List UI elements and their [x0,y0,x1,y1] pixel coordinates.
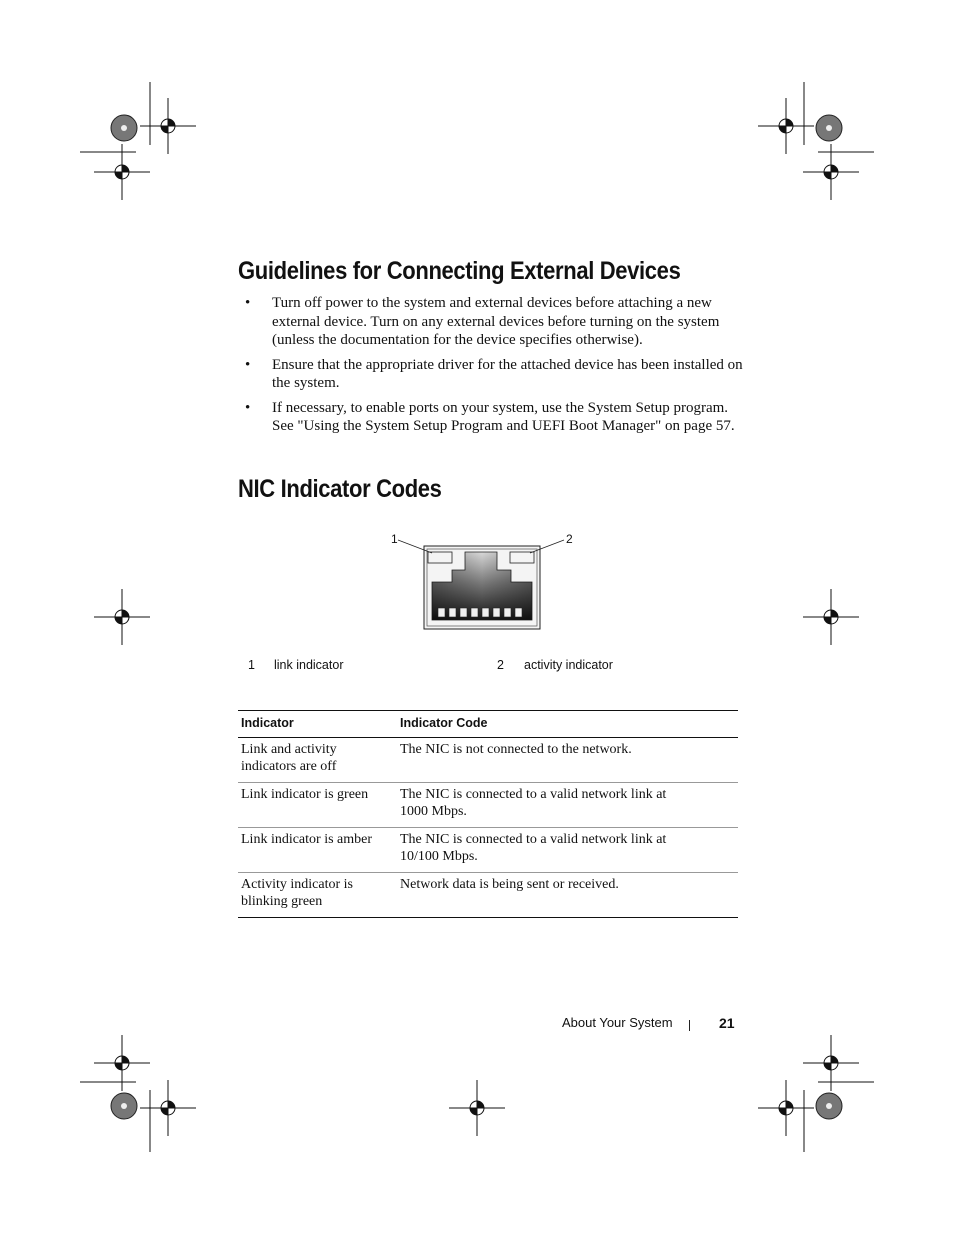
legend-number: 1 [248,658,255,672]
table-cell: Network data is being sent or received. [397,873,738,918]
table-row [238,873,738,918]
bullet-marker: • [245,295,251,311]
footer-section-name: About Your System [562,1015,673,1030]
crosshair-mark [803,589,859,645]
list-item [245,294,745,350]
crosshair-mark [140,98,196,154]
starburst-mark [816,1093,842,1119]
crosshair-mark [94,589,150,645]
list-item-text: Ensure that the appropriate driver for the attached device has been installed on the system. [272,356,743,391]
column-header: Indicator [238,711,397,738]
crosshair-mark [94,1035,150,1091]
section-title-guidelines: Guidelines for Connecting External Devices [238,257,681,285]
list-item [245,399,745,436]
page-number: 21 [719,1015,735,1031]
crosshair-mark [449,1080,505,1136]
starburst-mark [111,115,137,141]
footer-separator [689,1020,690,1031]
crosshair-mark [140,1080,196,1136]
starburst-mark [816,115,842,141]
crosshair-mark [758,98,814,154]
section-title-nic: NIC Indicator Codes [238,475,442,503]
table-row [238,783,738,828]
nic-indicator-table [238,710,738,918]
table-cell: The NIC is connected to a valid network link at 10/100 Mbps. [397,828,738,873]
callout-2: 2 [566,532,573,546]
table-row [238,738,738,783]
link-indicator-led [428,552,452,563]
activity-indicator-led [510,552,534,563]
starburst-mark [111,1093,137,1119]
crosshair-mark [758,1080,814,1136]
list-item-text: If necessary, to enable ports on your system, use the System Setup program. See "Using the System Setup Program and UEFI Boot Manager" on page 57. [272,399,735,434]
legend-label: activity indicator [524,658,613,672]
legend-number: 2 [497,658,504,672]
table-cell: The NIC is connected to a valid network link at 1000 Mbps. [397,783,738,828]
table-cell: The NIC is not connected to the network. [397,738,738,783]
callout-1: 1 [391,532,398,546]
column-header: Indicator Code [397,711,738,738]
table-cell: Link indicator is green [238,783,397,828]
crosshair-mark [803,1035,859,1091]
table-cell: Link indicator is amber [238,828,397,873]
bullet-marker: • [245,399,251,416]
table-cell: Link and activity indicators are off [238,738,397,783]
guidelines-list [245,294,745,442]
legend-label: link indicator [274,658,344,672]
table-header-row [238,711,738,738]
table-row [238,828,738,873]
nic-connector-figure [380,528,580,638]
list-item [245,356,745,393]
table-cell: Activity indicator is blinking green [238,873,397,918]
bullet-marker: • [245,356,251,373]
list-item-text: Turn off power to the system and external devices before attaching a new external device. Turn on any external devices before turning on the system (unless the documentation for the device specifies otherwise). [272,295,720,348]
